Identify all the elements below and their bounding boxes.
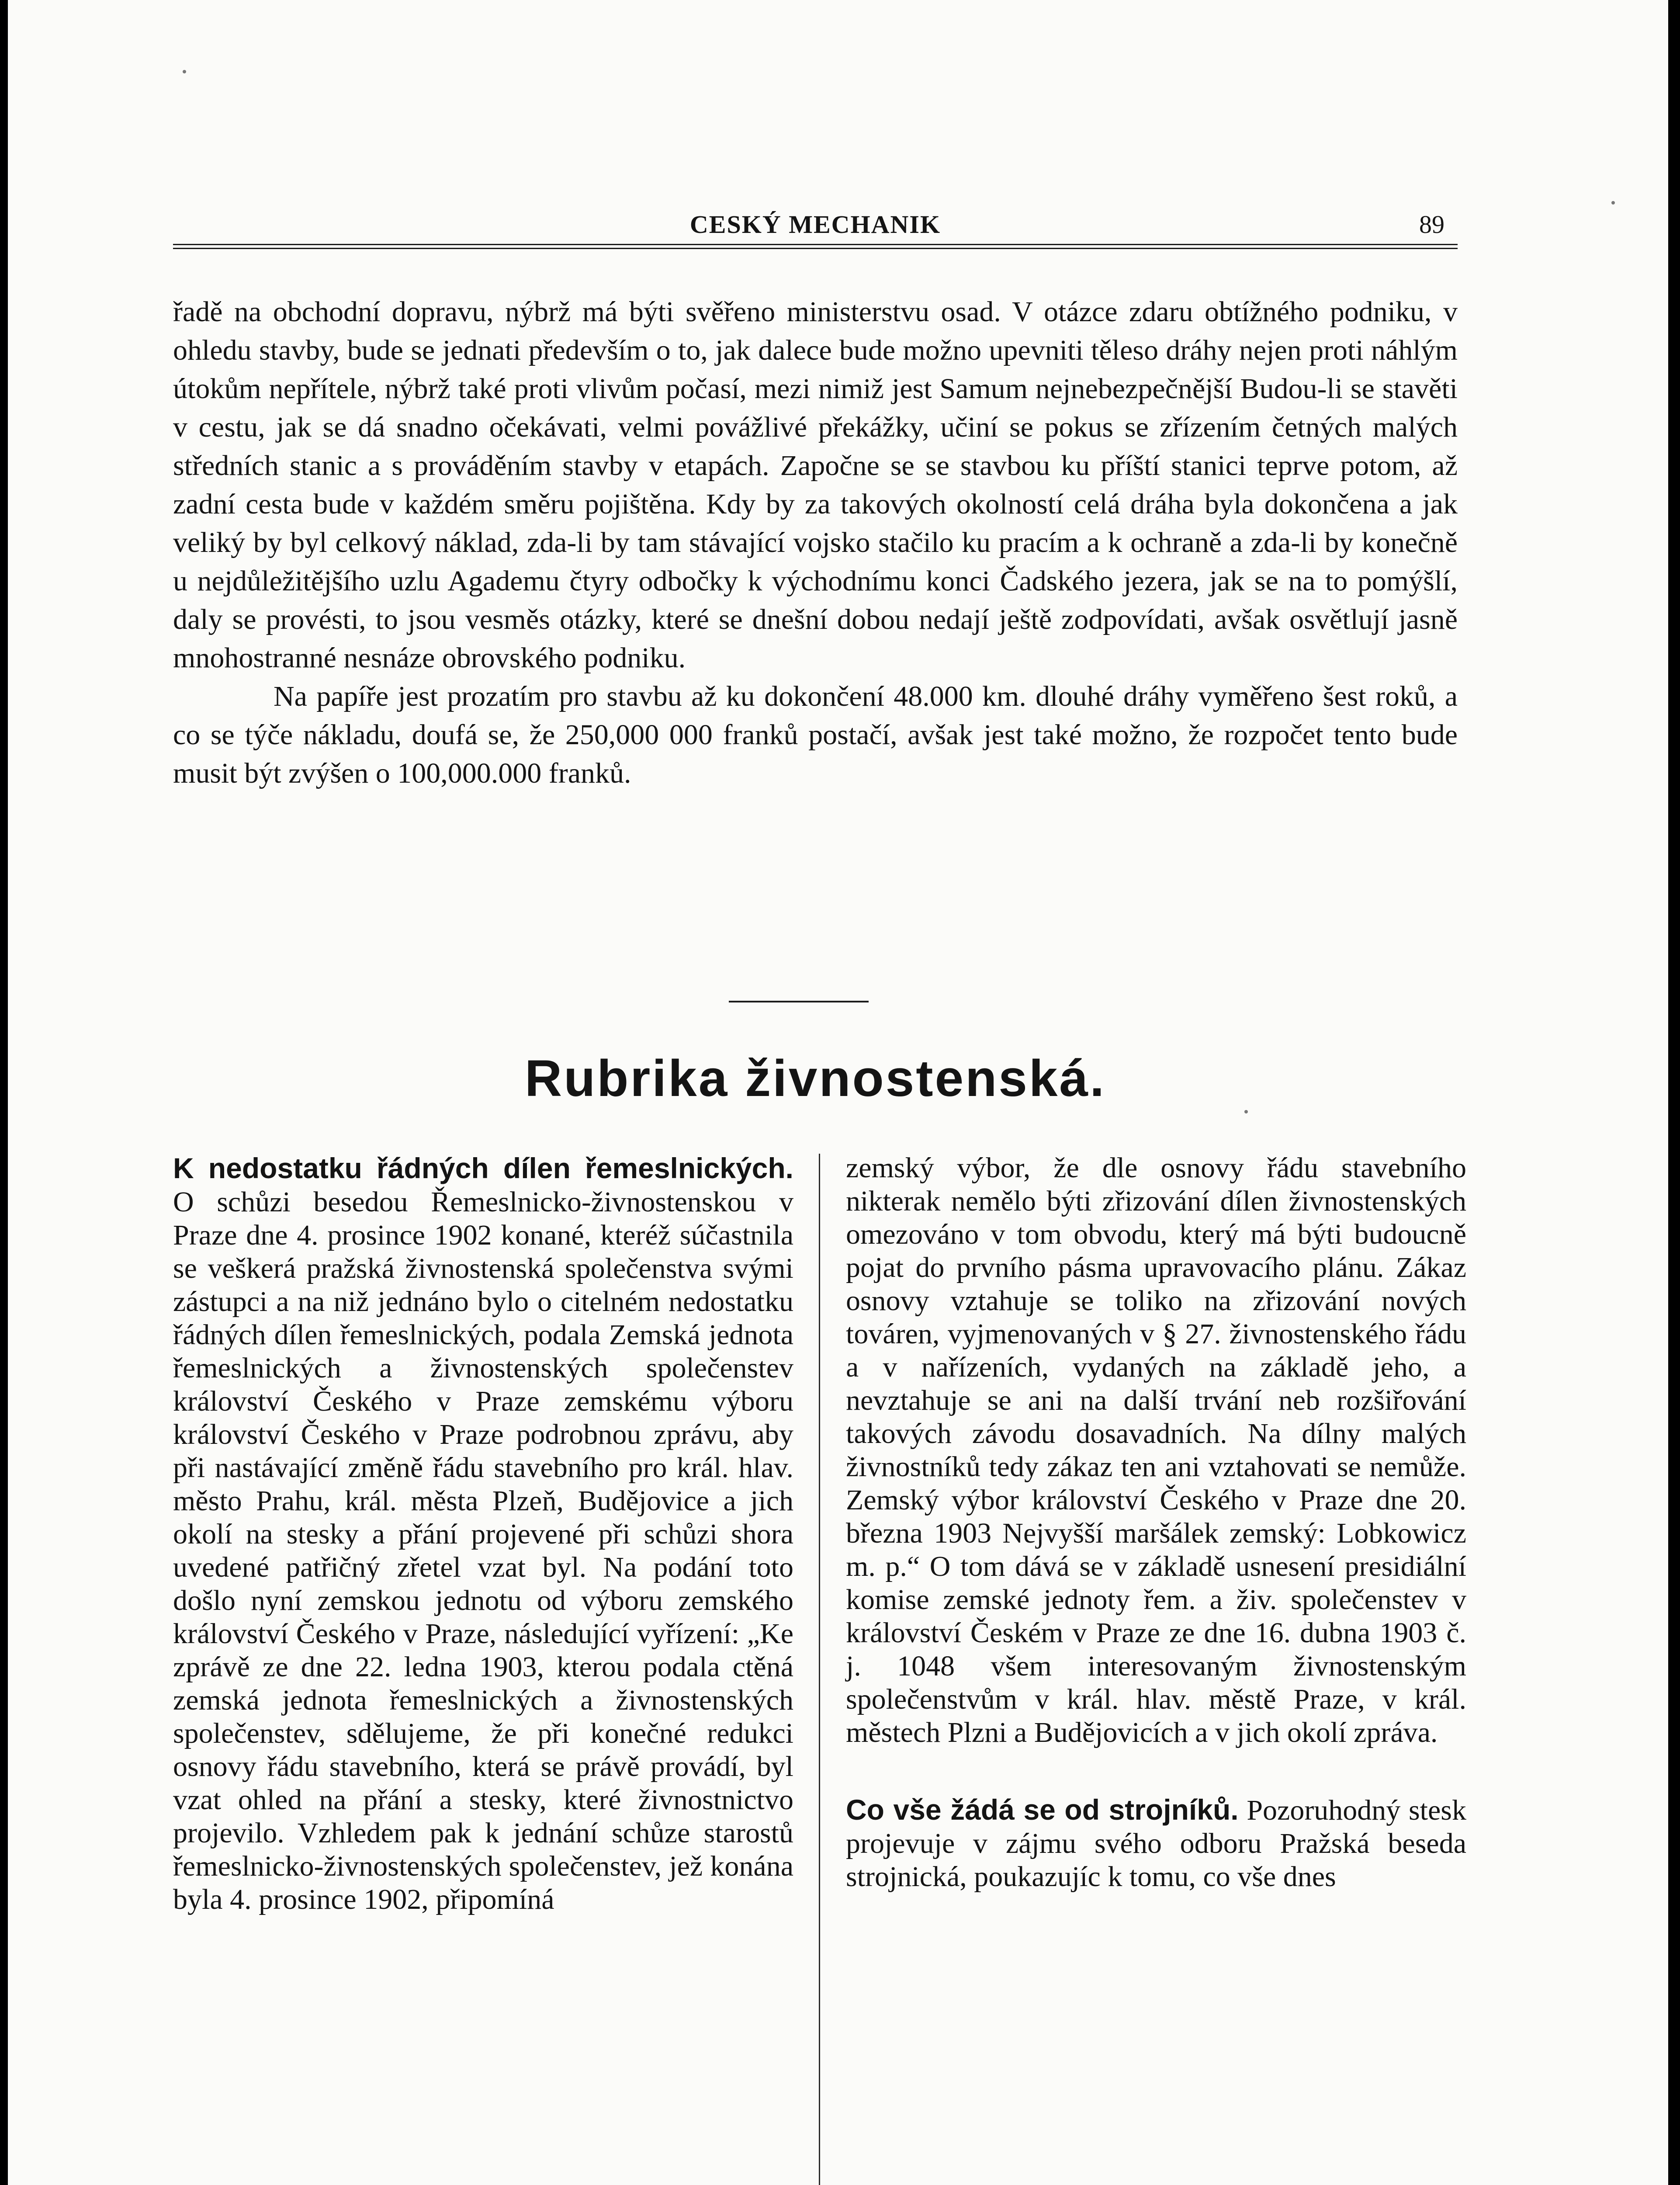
scan-speck — [1244, 1110, 1248, 1113]
continued-article — [173, 293, 1458, 793]
page-number: 89 — [1419, 210, 1444, 239]
running-header — [173, 205, 1458, 245]
header-double-rule — [173, 244, 1458, 249]
article-body: O schůzi besedou Řemeslnicko-živnostenskou v Praze dne 4. prosince 1902 konané, kteréž súčastnila se veškerá pražská živnostenská společenstva svými zástupci a na niž jednáno bylo o citelném nedostatku řádných dílen řemeslnických, podala Zemská jednota řemeslnických a živnostenských společenstev království Českého v Praze zemskému výboru království Českého v Praze podrobnou zprávu, aby při nastávající změně řádu stavebního pro král. hlav. město Prahu, král. města Plzeň, Budějovice a jich okolí na stesky a přání projevené při schůzi shora uvedené patřičný zřetel vzat byl. Na podání toto došlo nyní zemskou jednotu od výboru zemského království Českého v Praze, následující vyřízení: „Ke zprávě ze dne 22. ledna 1903, kterou podala ctěná zemská jednota řemeslnických a živnostenských společenstev, sdělujeme, že při konečné redukci osnovy řádu stavebního, která se právě provádí, byl vzat ohled na přání a stesky, které živnostnictvo projevilo. Vzhledem pak k jednání schůze starostů řemeslnicko-živnostenských společenstev, jež konána byla 4. prosince 1902, připomíná — [173, 1186, 793, 1915]
scan-speck — [1611, 201, 1615, 205]
article-body: Pozoruhodný stesk projevuje v zájmu svého odboru Pražská beseda strojnická, poukazujíc k tomu, co vše dnes — [846, 1794, 1466, 1893]
article-paragraph: řadě na obchodní dopravu, nýbrž má býti svěřeno ministerstvu osad. V otázce zdaru obtížného podniku, v ohledu stavby, bude se jednati především o to, jak dalece bude možno upevniti těleso dráhy nejen proti náhlým útokům nepřítele, nýbrž také proti vlivům počasí, mezi nimiž jest Samum nejnebezpečnější Budou-li se stavěti v cestu, jak se dá snadno očekávati, velmi povážlivé překážky, učiní se pokus se zřízením četných malých středních stanic a s prováděním stavby v etapách. Započne se se stavbou ku příští stanici teprve potom, až zadní cesta bude v každém směru pojištěna. Kdy by za takových okolností celá dráha byla dokončena a jak veliký by byl celkový náklad, zda-li by tam stávající vojsko stačilo ku pracím a k ochraně a zda-li by konečně u nejdůležitějšího uzlu Agademu čtyry odbočky k východnímu konci Čadského jezera, jak se na to pomýšlí, daly se provésti, to jsou vesměs otázky, které se dnešní dobou nedají ještě zodpovídati, avšak osvětlují jasně mnohostranné nesnáze obrovského podniku. — [173, 296, 1458, 674]
paragraph-gap — [846, 1749, 1466, 1793]
section-title: Rubrika živnostenská. — [525, 1050, 1106, 1107]
journal-title: CESKÝ MECHANIK — [689, 210, 941, 239]
section-divider — [729, 1001, 869, 1002]
scan-speck — [183, 70, 186, 73]
scanned-page — [8, 0, 1668, 2185]
article-body: zemský výbor, že dle osnovy řádu stavebního nikterak nemělo býti zřizování dílen živnostenských omezováno v tom obvodu, který má býti budoucně pojat do prvního pásma upravovacího plánu. Zákaz osnovy vztahuje se toliko na zřizování nových továren, vyjmenovaných v § 27. živnostenského řádu a v nařízeních, vydaných na základě jeho, a nevztahuje se ani na další trvání neb rozšiřování takových závodu dosavadních. Na dílny malých živnostníků tedy zákaz ten ani vztahovati se nemůže. Zemský výbor království Českého v Praze dne 20. března 1903 Nejvyšší maršálek zemský: Lobkowicz m. p.“ O tom dává se v základě usnesení presidiální komise zemské jednoty řem. a živ. společenstev v království Českém v Praze ze dne 16. dubna 1903 č. j. 1048 všem interesovaným živnostenským společenstvům v král. hlav. městě Praze, v král. městech Plzni a Budějovicích a v jich okolí zpráva. — [846, 1152, 1466, 1748]
article-paragraph: Na papíře jest prozatím pro stavbu až ku dokončení 48.000 km. dlouhé dráhy vyměřeno šest roků, a co se týče nákladu, doufá se, že 250,000 000 franků postačí, avšak jest také možno, že rozpočet tento bude musit být zvýšen o 100,000.000 franků. — [173, 680, 1458, 789]
article-paragraph — [173, 1151, 793, 1916]
article-paragraph — [846, 1793, 1466, 1894]
article-heading: Co vše žádá se od strojníků. — [846, 1793, 1239, 1826]
column-rule — [819, 1154, 820, 2185]
article-heading: K nedostatku řádných dílen řemeslnických. — [173, 1152, 793, 1184]
left-column — [173, 1151, 793, 1916]
right-column — [846, 1151, 1466, 1894]
